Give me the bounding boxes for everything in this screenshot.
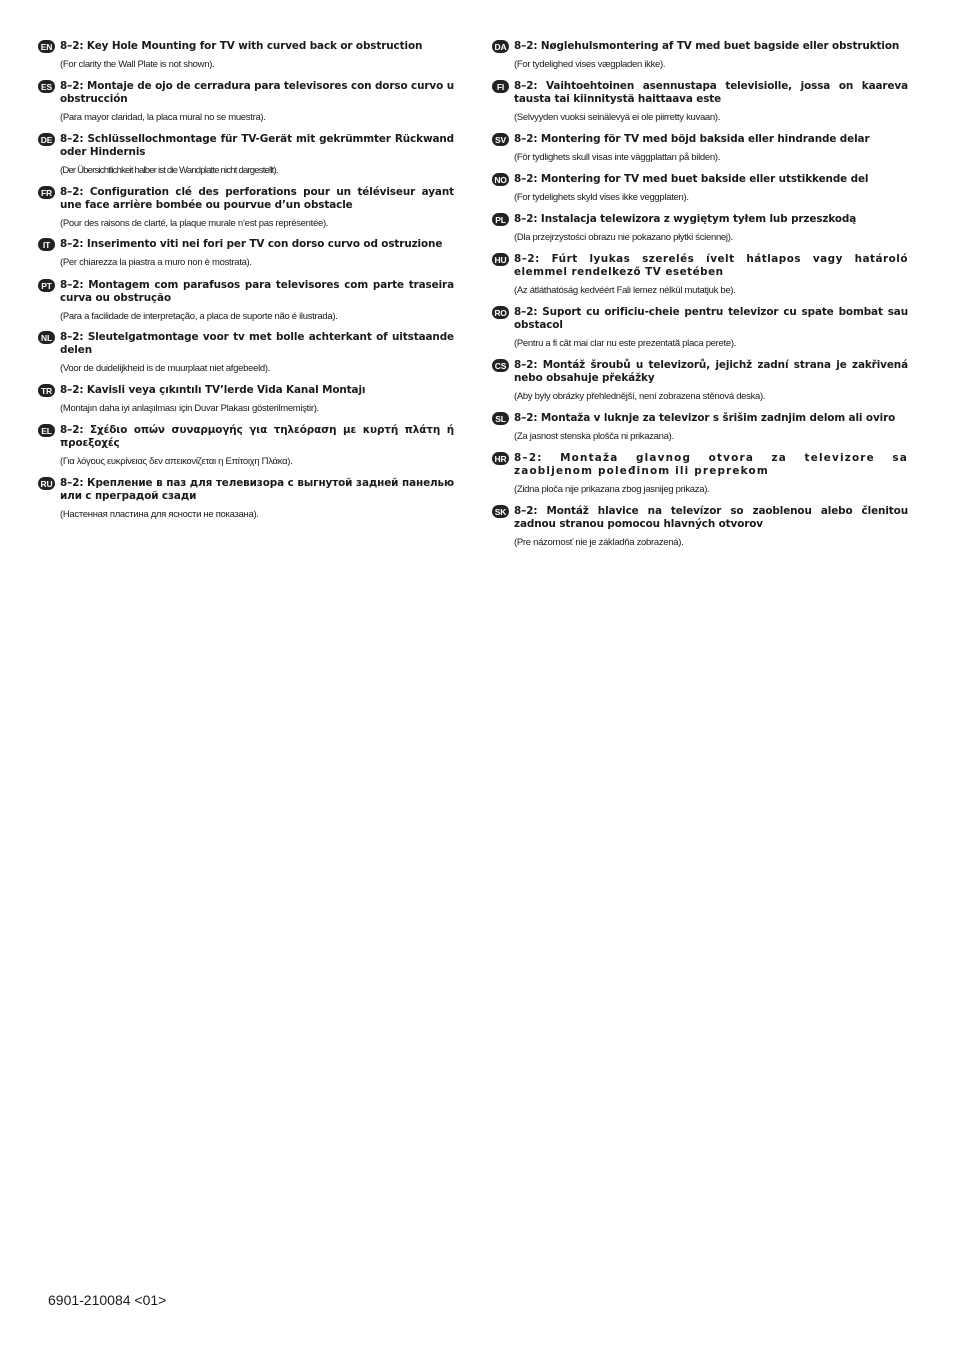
- entry-note: (Pre názornosť nie je základňa zobrazená).: [514, 537, 684, 548]
- language-badge: HU: [492, 253, 509, 266]
- entry-ru: [38, 477, 454, 530]
- language-badge: NL: [38, 331, 55, 344]
- entry-heading: [38, 238, 454, 251]
- language-badge: SL: [492, 412, 509, 425]
- language-badge: PT: [38, 279, 55, 292]
- entry-heading: [38, 424, 454, 450]
- entry-note: (Aby byly obrázky přehlednější, není zobrazena stěnová deska).: [514, 391, 766, 402]
- entry-hu: [492, 253, 908, 306]
- language-badge: SK: [492, 505, 509, 518]
- entry-note: (Voor de duidelijkheid is de muurplaat niet afgebeeld).: [60, 363, 271, 374]
- entry-heading: [492, 253, 908, 279]
- entry-da: [492, 40, 908, 80]
- entry-note: (Pour des raisons de clarté, la plaque murale n’est pas représentée).: [60, 218, 329, 229]
- entry-heading: [38, 384, 454, 397]
- right-column: [492, 40, 908, 558]
- entry-heading: [492, 173, 908, 186]
- entry-tr: [38, 384, 454, 424]
- entry-title: 8–2: Kavisli veya çıkıntılı TV’lerde Vida Kanal Montajı: [60, 384, 366, 396]
- entry-heading: [38, 133, 454, 159]
- entry-title: 8–2: Key Hole Mounting for TV with curved back or obstruction: [60, 40, 423, 52]
- entry-note: (Para a facilidade de interpretação, a placa de suporte não é ilustrada).: [60, 311, 338, 322]
- entry-title: 8–2: Montering for TV med buet bakside eller utstikkende del: [514, 173, 869, 185]
- language-badge: HR: [492, 452, 509, 465]
- entry-fr: [38, 186, 454, 238]
- language-badge: DE: [38, 133, 55, 146]
- entry-ro: [492, 306, 908, 359]
- entry-sv: [492, 133, 908, 173]
- entry-sl: [492, 412, 908, 452]
- entry-note: (Der Übersichtlichkeit halber ist die Wandplatte nicht dargestellt).: [60, 165, 278, 176]
- entry-title: 8–2: Inserimento viti nei fori per TV con dorso curvo od ostruzione: [60, 238, 443, 250]
- entry-note: (Selvyyden vuoksi seinälevyä ei ole piirretty kuvaan).: [514, 112, 721, 123]
- entry-heading: [492, 359, 908, 385]
- entry-title: 8–2: Fúrt lyukas szerelés ívelt hátlapos vagy határoló elemmel rendelkező TV esetében: [514, 253, 908, 278]
- language-badge: TR: [38, 384, 55, 397]
- entry-title: 8–2: Montagem com parafusos para televisores com parte traseira curva ou obstrução: [60, 279, 454, 304]
- entry-title: 8–2: Instalacja telewizora z wygiętym tyłem lub przeszkodą: [514, 213, 857, 225]
- language-badge: EL: [38, 424, 55, 437]
- entry-note: (Dla przejrzystości obrazu nie pokazano płytki ściennej).: [514, 232, 733, 243]
- entry-heading: [492, 452, 908, 478]
- language-badge: EN: [38, 40, 55, 53]
- entry-note: (For tydelighed vises vægpladen ikke).: [514, 59, 666, 70]
- language-badge: PL: [492, 213, 509, 226]
- entry-note: (Az átláthatóság kedvéért Fali lemez nélkül mutatjuk be).: [514, 285, 736, 296]
- language-badge: NO: [492, 173, 509, 186]
- entry-title: 8–2: Montering för TV med böjd baksida eller hindrande delar: [514, 133, 870, 145]
- entry-note: (Για λόγους ευκρίνειας δεν απεικονίζεται η Επίτοιχη Πλάκα).: [60, 456, 293, 467]
- entry-title: 8–2: Montaje de ojo de cerradura para televisores con dorso curvo u obstrucción: [60, 80, 454, 105]
- entry-note: (Za jasnost stenska plošča ni prikazana).: [514, 431, 674, 442]
- entry-heading: [38, 186, 454, 212]
- language-badge: FR: [38, 186, 55, 199]
- entry-es: [38, 80, 454, 133]
- entry-no: [492, 173, 908, 213]
- entry-heading: [492, 40, 908, 53]
- entry-title: 8–2: Σχέδιο οπών συναρμογής για τηλεόραση με κυρτή πλάτη ή προεξοχές: [60, 424, 454, 449]
- entry-heading: [38, 477, 454, 503]
- entry-heading: [38, 331, 454, 357]
- entry-note: (Zidna ploča nije prikazana zbog jasnijeg prikaza).: [514, 484, 710, 495]
- entry-heading: [492, 80, 908, 106]
- entry-pt: [38, 279, 454, 331]
- entry-note: (Pentru a fi cât mai clar nu este prezentată placa perete).: [514, 338, 737, 349]
- language-badge: SV: [492, 133, 509, 146]
- entry-title: 8–2: Крепление в паз для телевизора с выгнутой задней панелью или с преградой сзади: [60, 477, 454, 502]
- entry-title: 8–2: Montáž hlavice na televízor so zaoblenou alebo členitou zadnou stranou pomocou hlavných otvorov: [514, 505, 908, 530]
- left-column: [38, 40, 454, 530]
- entry-title: 8–2: Montaža glavnog otvora za televizore sa zaobljenom poleđinom ili preprekom: [514, 452, 908, 477]
- entry-heading: [38, 80, 454, 106]
- entry-note: (Настенная пластина для ясности не показана).: [60, 509, 259, 520]
- entry-title: 8–2: Montaža v luknje za televizor s šrišim zadnjim delom ali oviro: [514, 412, 896, 424]
- entry-el: [38, 424, 454, 477]
- entry-title: 8–2: Vaihtoehtoinen asennustapa televisiolle, jossa on kaareva tausta tai kiinnitystä haittaava este: [514, 80, 908, 105]
- entry-note: (Para mayor claridad, la placa mural no se muestra).: [60, 112, 266, 123]
- entry-heading: [492, 412, 908, 425]
- entry-title: 8–2: Nøglehulsmontering af TV med buet bagside eller obstruktion: [514, 40, 900, 52]
- entry-note: (For tydelighets skyld vises ikke veggplaten).: [514, 192, 689, 203]
- entry-title: 8–2: Schlüssellochmontage für TV-Gerät mit gekrümmter Rückwand oder Hindernis: [60, 133, 454, 158]
- language-badge: IT: [38, 238, 55, 251]
- entry-de: [38, 133, 454, 186]
- entry-note: (For clarity the Wall Plate is not shown).: [60, 59, 215, 70]
- entry-en: [38, 40, 454, 80]
- entry-heading: [38, 279, 454, 305]
- entry-heading: [492, 213, 908, 226]
- language-badge: CS: [492, 359, 509, 372]
- entry-sk: [492, 505, 908, 558]
- entry-heading: [492, 505, 908, 531]
- entry-title: 8–2: Suport cu orificiu-cheie pentru televizor cu spate bombat sau obstacol: [514, 306, 908, 331]
- entry-note: (Montajın daha iyi anlaşılması için Duvar Plakası gösterilmemiştir).: [60, 403, 319, 414]
- entry-title: 8–2: Montáž šroubů u televizorů, jejichž zadní strana je zakřivená nebo obsahuje překážky: [514, 359, 908, 384]
- document-code: 6901-210084 <01>: [48, 1292, 167, 1308]
- entry-cs: [492, 359, 908, 412]
- language-badge: ES: [38, 80, 55, 93]
- entry-title: 8–2: Configuration clé des perforations pour un téléviseur ayant une face arrière bombée ou pourvue d’un obstacle: [60, 186, 454, 211]
- language-badge: RO: [492, 306, 509, 319]
- entry-heading: [492, 133, 908, 146]
- entry-title: 8–2: Sleutelgatmontage voor tv met bolle achterkant of uitstaande delen: [60, 331, 454, 356]
- language-badge: DA: [492, 40, 509, 53]
- entry-hr: [492, 452, 908, 505]
- entry-note: (För tydlighets skull visas inte väggplattan på bilden).: [514, 152, 721, 163]
- language-badge: FI: [492, 80, 509, 93]
- entry-heading: [492, 306, 908, 332]
- entry-it: [38, 238, 454, 279]
- language-badge: RU: [38, 477, 55, 490]
- entry-note: (Per chiarezza la piastra a muro non è mostrata).: [60, 257, 252, 268]
- entry-heading: [38, 40, 454, 53]
- entry-nl: [38, 331, 454, 384]
- entry-fi: [492, 80, 908, 133]
- entry-pl: [492, 213, 908, 253]
